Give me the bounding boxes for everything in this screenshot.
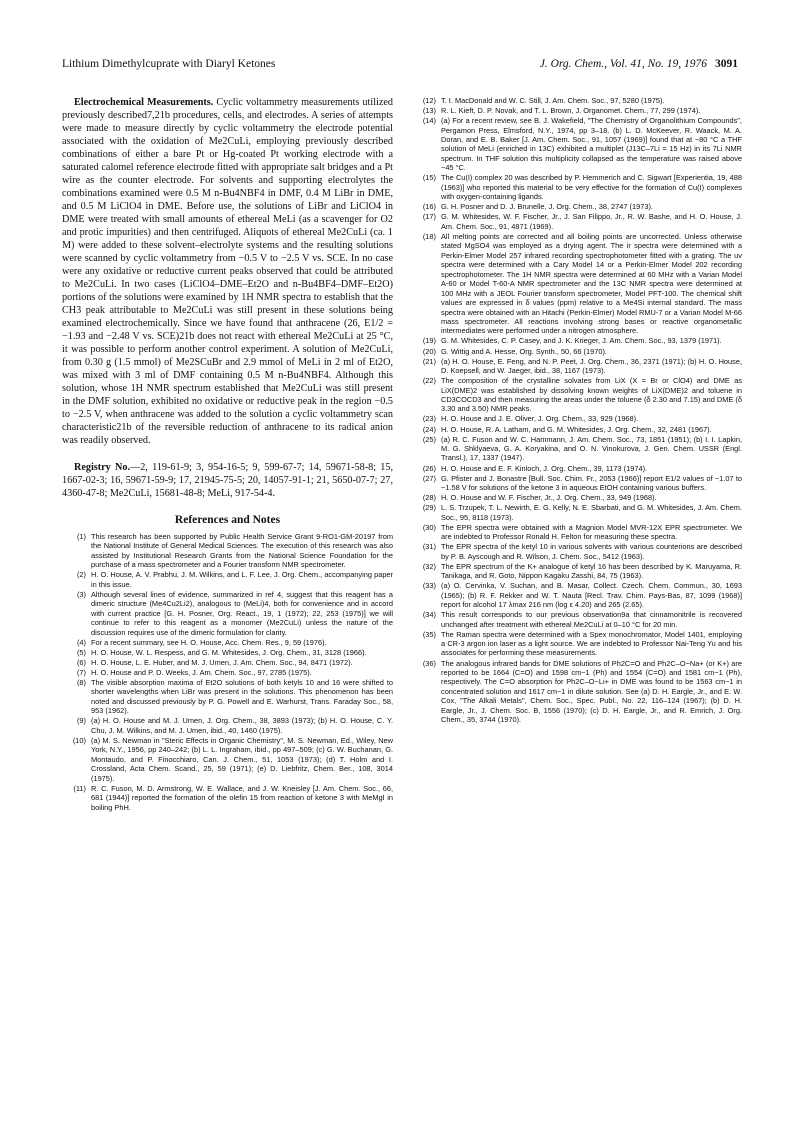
- reference-item: [412, 523, 742, 542]
- electrochemical-heading: Electrochemical Measurements.: [74, 97, 214, 108]
- running-header: [62, 58, 738, 78]
- reference-number: (33): [422, 581, 436, 591]
- reference-number: (35): [422, 629, 436, 639]
- reference-text: H. O. House and P. D. Weeks, J. Am. Chem. Soc., 97, 2785 (1975).: [91, 667, 312, 677]
- page-number: 3091: [715, 58, 738, 70]
- reference-item: [62, 590, 393, 637]
- reference-number: (31): [422, 542, 436, 552]
- reference-item: [412, 493, 742, 502]
- journal-name: J. Org. Chem., Vol. 41, No. 19, 1976: [539, 58, 707, 70]
- reference-number: (19): [422, 336, 436, 346]
- reference-number: (3): [76, 589, 86, 599]
- registry-heading: Registry No.: [74, 462, 131, 473]
- reference-text: G. M. Whitesides, W. F. Fischer, Jr., J. San Filippo, Jr., R. W. Bashe, and H. O. House, J. Am. Chem. Soc., 91, 4871 (1969).: [441, 212, 742, 231]
- reference-item: [62, 658, 393, 667]
- reference-text: T. I. MacDonald and W. C. Still, J. Am. Chem. Soc., 97, 5280 (1975).: [441, 96, 665, 105]
- reference-number: (7): [76, 667, 86, 677]
- reference-number: (13): [422, 106, 436, 116]
- reference-item: [412, 116, 742, 173]
- reference-number: (11): [73, 783, 86, 793]
- journal-citation: [540, 58, 738, 70]
- reference-item: [412, 173, 742, 201]
- reference-text: (a) H. O. House, E. Feng, and N. P. Peet, J. Org. Chem., 36, 2371 (1971); (b) H. O. House, D. Koepsell, and W. Jaeger, ibid., 38, 1167 (1973).: [441, 356, 742, 376]
- reference-item: [412, 106, 742, 115]
- reference-text: (a) H. O. House and M. J. Umen, J. Org. Chem., 38, 3893 (1973); (b) H. O. House, C. Y. Chu, J. M. Wilkins, and M. J. Umen, ibid., 40, 1460 (1975).: [91, 716, 393, 735]
- reference-number: (20): [422, 346, 436, 356]
- reference-item: [62, 736, 393, 783]
- reference-text: L. S. Trzupek, T. L. Newirth, E. G. Kelly, N. E. Sbarbati, and G. M. Whitesides, J. Am. Chem. Soc., 95, 8118 (1973).: [441, 503, 742, 522]
- reference-text: G. H. Posner and D. J. Brunelle, J. Org. Chem., 38, 2747 (1973).: [441, 202, 653, 212]
- reference-number: (2): [76, 570, 86, 580]
- reference-item: [62, 678, 393, 716]
- reference-item: [62, 648, 393, 657]
- running-title: Lithium Dimethylcuprate with Diaryl Ketones: [62, 58, 276, 70]
- reference-text: Although several lines of evidence, summarized in ref 4, suggest that this reagent has a dimeric structure (Me4Cu2Li2), analogous to (MeLi)4, both for convenience and in accord with current practice [G. H. Posner, Org. React., 19, 1 (1972); 22, 253 (1975)] we will continue to refer to this reagent as a monomer (Me2CuLi) unless the nature of the discussion requires use of the dimeric formulation for clarity.: [91, 589, 393, 637]
- reference-number: (24): [422, 424, 436, 434]
- reference-text: G. Wittig and A. Hesse, Org. Synth., 50, 66 (1970).: [441, 346, 607, 356]
- reference-item: [412, 414, 742, 423]
- reference-item: [412, 464, 742, 473]
- reference-text: H. O. House, W. L. Respess, and G. M. Whitesides, J. Org. Chem., 31, 3128 (1966).: [91, 647, 367, 657]
- reference-number: (4): [76, 637, 86, 647]
- reference-text: H. O. House, R. A. Latham, and G. M. Whitesides, J. Org. Chem., 32, 2481 (1967).: [441, 424, 712, 434]
- reference-item: [412, 347, 742, 356]
- reference-number: (29): [422, 503, 436, 513]
- reference-item: [412, 232, 742, 336]
- reference-number: (16): [422, 202, 436, 212]
- reference-item: [412, 435, 742, 463]
- reference-number: (6): [76, 657, 86, 667]
- reference-text: H. O. House, L. E. Huber, and M. J. Umen, J. Am. Chem. Soc., 94, 8471 (1972).: [91, 657, 353, 667]
- reference-text: R. L. Kieft, D. P. Novak, and T. L. Brown, J. Organomet. Chem., 77, 299 (1974).: [441, 106, 701, 116]
- reference-number: (9): [76, 716, 86, 726]
- reference-number: (12): [422, 96, 436, 105]
- reference-text: The EPR spectra were obtained with a Magnion Model MVR-12X EPR spectrometer. We are indebted to Professor Ronald H. Felton for measuring these spectra.: [441, 522, 742, 542]
- reference-number: (10): [72, 735, 86, 745]
- reference-item: [412, 562, 742, 581]
- reference-item: [412, 581, 742, 609]
- reference-number: (27): [422, 473, 436, 483]
- reference-item: [62, 716, 393, 735]
- reference-number: (34): [422, 610, 436, 620]
- reference-number: (32): [422, 561, 436, 571]
- reference-item: [412, 212, 742, 231]
- reference-item: [412, 202, 742, 211]
- reference-item: [62, 638, 393, 647]
- electrochemical-text: Cyclic voltammetry measurements utilized previously described7,21b procedures, cells, and electrodes. A series of attempts were made to measure directly by cyclic voltammetry the electrode potential associated with the oxidation of Me2CuLi, employing previously described combinations of either a bare Pt or Hg-coated Pt working electrode with a saturated calomel reference electrode fitted with appropriate salt bridges and a Pt wire as the counter electrode. For solvents and supporting electrolytes the combinations examined were 0.5 M n-Bu4NBF4 in DMF, 0.4 M LiBr in DME, and 0.5 M LiClO4 in DME. Before use, the solutions of LiBr and LiClO4 in DME were treated with small amounts of ethereal MeLi (as a scavenger for O2 and protic impurities) and then centrifuged. Aliquots of ethereal Me2CuLi (ca. 1 M) were added to these solvent–electrolyte systems and the resulting solutions were scanned by cyclic voltammetry from −0.5 V to −2.5 V vs. SCE. In no case were any oxidative or reductive current peaks observed that could be attributed to Me2CuLi. In two cases (LiClO4–DME–Et2O and n-Bu4BF4–DMF–Et2O) portions of the solutions were examined by 1H NMR spectra to establish that the CH3 peak attributable to Me2CuLi was still present in these solutions being examined electrochemically. Since we have found that anthracene (26, E1/2 = −1.93 and −2.48 V vs. SCE)21b does not react with ethereal Me2CuLi at 25 °C, it was possible to perform another control experiment. A solution of Me2CuLi, from 0.30 g (1.5 mmol) of Me2SCuBr and 2.9 mmol of MeLi in 2 ml of Et2O, was mixed with 3 ml of DMF containing 0.5 M n-Bu4NBF4. Although this solution, whose 1H NMR spectrum established that Me2CuLi was still present in the DMF solution, exhibited no oxidative or reductive peak in the region −0.5 to −2.5 V, when anthracene was added to the solution a cyclic voltammetry scan characteristic21b of the reversible reduction of anthracene to its radical anion was readily observed.: [62, 97, 393, 446]
- reference-item: [412, 425, 742, 434]
- reference-number: (14): [422, 116, 436, 126]
- reference-item: [412, 659, 742, 725]
- reference-item: [412, 503, 742, 522]
- reference-number: (36): [422, 658, 436, 668]
- reference-text: (a) For a recent review, see B. J. Wakefield, "The Chemistry of Organolithium Compounds", Pergamon Press, Elmsford, N.Y., 1974, pp 3–18. (b) L. D. McKeever, R. Waack, M. A. Doran, and E. B. Baker [J. Am. Chem. Soc., 91, 1057 (1969)] found that at −80 °C a THF solution of MeLi (enriched in 13C) exhibited a multiplet (J13C–7Li = 15 Hz) in its 7Li NMR spectrum. In THF solution this multiplicity collapsed as the temperature was raised above −45 °C.: [441, 116, 742, 173]
- references-list-left: [62, 532, 393, 812]
- reference-item: [412, 357, 742, 376]
- reference-number: (30): [422, 522, 436, 532]
- reference-text: (a) R. C. Fuson and W. C. Hammann, J. Am. Chem. Soc., 73, 1851 (1951); (b) I. I. Lapkin, M. G. Shklyaeva, G. A. Koryakina, and O. N. Vinokurova, J. Gen. Chem. USSR (Engl. Transl.), 17, 1337 (1947).: [441, 434, 742, 463]
- reference-item: [62, 570, 393, 589]
- reference-item: [62, 532, 393, 570]
- reference-text: H. O. House, A. V. Prabhu, J. M. Wilkins, and L. F. Lee, J. Org. Chem., accompanying paper in this issue.: [91, 570, 393, 589]
- reference-number: (1): [76, 532, 86, 541]
- reference-text: H. O. House and W. F. Fischer, Jr., J. Org. Chem., 33, 949 (1968).: [441, 493, 657, 503]
- reference-text: (a) M. S. Newman in "Steric Effects in Organic Chemistry", M. S. Newman, Ed., Wiley, New York, N.Y., 1956, pp 240–242; (b) L. L. Ingraham, ibid., pp 497–509; (c) G. W. Buchanan, G. Montaudo, and P. Finocchiaro, Can. J. Chem., 51, 1053 (1973); (d) T. Holm and I. Crossland, Acta Chem. Scand., 25, 59 (1971); (e) D. Liebfritz, Chem. Ber., 108, 3014 (1975).: [91, 735, 393, 783]
- reference-number: (25): [422, 434, 436, 444]
- reference-item: [62, 784, 393, 812]
- reference-text: The EPR spectra of the ketyl 10 in various solvents with various counterions are described by P. B. Ayscough and R. Wilson, J. Chem. Soc., 5412 (1963).: [441, 542, 742, 561]
- registry-paragraph: [62, 461, 393, 500]
- electrochemical-paragraph: [62, 96, 393, 447]
- reference-number: (15): [422, 173, 436, 183]
- reference-text: This result corresponds to our previous observation9a that cinnamonitrile is recovered unchanged after treatment with ethereal Me2CuLi at 0–10 °C for 20 min.: [441, 610, 742, 629]
- reference-number: (26): [422, 463, 436, 473]
- reference-text: The Cu(I) complex 20 was described by P. Hemmerich and C. Sigwart [Experientia, 19, 488 (1963)] who reported this material to be very effective for the formation of Cu(I) complexes with oxygen-containing ligands.: [441, 173, 742, 202]
- reference-text: H. O. House and E. F. Kinloch, J. Org. Chem., 39, 1173 (1974).: [441, 463, 648, 473]
- reference-text: The composition of the crystalline solvates from LiX (X = Br or ClO4) and DME as LiX(DME)2 was established by dissolving known weights of LiX(DME)2 and toluene in CD3COCD3 and then measuring the areas under the toluene (δ 2.30 and 7.15) and DME (δ 3.30 and 3.50) NMR peaks.: [441, 376, 742, 414]
- reference-item: [412, 610, 742, 629]
- reference-item: [412, 336, 742, 345]
- reference-item: [412, 376, 742, 414]
- references-heading: References and Notes: [174, 514, 281, 526]
- references-list-right: [412, 96, 742, 725]
- reference-text: This research has been supported by Public Health Service Grant 9-RO1-GM-20197 from the National Institute of General Medical Sciences. The execution of this research was also assisted by Institutional Research Grants from the National Science Foundation for the purchase of a mass spectrometer and a Fourier transform NMR spectrometer.: [91, 532, 393, 570]
- reference-number: (21): [422, 356, 436, 366]
- reference-text: For a recent summary, see H. O. House, Acc. Chem. Res., 9, 59 (1976).: [91, 637, 327, 647]
- reference-item: [412, 96, 742, 105]
- reference-item: [62, 668, 393, 677]
- registry-text: —2, 119-61-9; 3, 954-16-5; 9, 599-67-7; 14, 59671-58-8; 15, 1667-02-3; 16, 59671-59-9; 17, 21945-75-5; 20, 14057-91-1; 21, 5650-07-7; 27, 4360-47-8; Me2CuLi, 15681-48-8; MeLi, 917-54-4.: [62, 462, 393, 499]
- reference-item: [412, 542, 742, 561]
- reference-number: (8): [76, 677, 86, 687]
- reference-number: (22): [422, 376, 436, 386]
- reference-text: The analogous infrared bands for DME solutions of Ph2C=O and Ph2C–O−Na+ (or K+) are reported to be 1664 (C=O) and 1598 cm−1 (Ph) and 1554 (C=O) and 1581 cm−1 (Ph), respectively. The C=O absorption for Ph2C–O−Li+ in DME was found to be 1563 cm−1 in concentrated solution and 1617 cm−1 in dilute solution. See (a) D. H. Eargle, Jr., and E. W. Cox, "The Alkali Metals", Chem. Soc., Spec. Publ., No. 22, 116–124 (1967); (b) D. H. Eargle, Jr., J. Chem. Soc. B, 1556 (1970); (c) D. H. Eargle, Jr., and R. Emrich, J. Org. Chem., 35, 3744 (1970).: [441, 658, 742, 725]
- reference-text: The Raman spectra were determined with a Spex monochromator, Model 1401, employing a CR-3 argon ion laser as a light source. We are indebted to Professor Nai-Teng Yu and his associates for performing these measurements.: [441, 629, 742, 658]
- reference-number: (23): [422, 414, 436, 424]
- reference-text: H. O. House and J. E. Oliver, J. Org. Chem., 33, 929 (1968).: [441, 414, 639, 424]
- reference-item: [412, 630, 742, 658]
- reference-number: (18): [422, 231, 436, 241]
- right-column: [412, 96, 742, 725]
- reference-text: All melting points are corrected and all boiling points are uncorrected. Unless otherwise stated MgSO4 was employed as a drying agent. The ir spectra were determined with a Perkin-Elmer Model 257 infrared recording spectrophotometer fitted with a grating. The uv spectra were determined with a Cary Model 14 or a Perkin-Elmer Model 202 recording spectrophotometer. The 1H NMR spectra were determined at 60 MHz with a Varian Model A-60 or Model T-60-A NMR spectrometer and the 13C NMR spectra were determined at 100 MHz with a JEOL Fourier transform spectrometer, Model PFT-100. The chemical shift values are expressed in δ values (ppm) relative to a Me4Si internal standard. The mass spectra were obtained with an Hitachi (Perkin-Elmer) Model RMU-7 or a Varian Model M-66 mass spectrometer. All reactions involving strong bases or reactive organometallic intermediates were performed under a nitrogen atmosphere.: [441, 231, 742, 336]
- reference-text: G. Pfister and J. Bonastre [Bull. Soc. Chim. Fr., 2053 (1966)] report E1/2 values of −1.07 to −1.58 V for solutions of the ketone 3 in aqueous EtOH containing various buffers.: [441, 473, 742, 493]
- reference-text: The visible absorption maxima of Et2O solutions of both ketyls 10 and 16 were shifted to shorter wavelengths when LiBr was present in the solutions. This phenomenon has been noted and discussed previously by P. G. Powell and E. Warhurst, Trans. Faraday Soc., 58, 953 (1962).: [91, 677, 393, 716]
- reference-text: The EPR spectrum of the K+ analogue of ketyl 16 has been described by K. Maruyama, R. Tanikaga, and R. Goto, Nippon Kagaku Zasshi, 84, 75 (1963).: [441, 561, 742, 581]
- reference-text: R. C. Fuson, M. D. Armstrong, W. E. Wallace, and J. W. Kneisley [J. Am. Chem. Soc., 66, 681 (1944)] reported the formation of the olefin 15 from reaction of ketone 3 with MeMgI in boiling PhH.: [91, 783, 393, 812]
- reference-text: (a) O. Cervinka, V. Suchan, and B. Masar, Collect. Czech. Chem. Commun., 30, 1693 (1965); (b) R. F. Rekker and W. T. Nauta [Recl. Trav. Chim. Pays-Bas, 87, 1099 (1968)] report for alcohol 17 λmax 216 nm (log ε 4.20) and 265 (2.65).: [441, 581, 742, 610]
- reference-number: (5): [76, 647, 86, 657]
- reference-number: (17): [422, 212, 436, 222]
- reference-text: G. M. Whitesides, C. P. Casey, and J. K. Krieger, J. Am. Chem. Soc., 93, 1379 (1971).: [441, 336, 722, 346]
- reference-number: (28): [422, 493, 436, 503]
- reference-item: [412, 474, 742, 493]
- left-column: [62, 96, 393, 813]
